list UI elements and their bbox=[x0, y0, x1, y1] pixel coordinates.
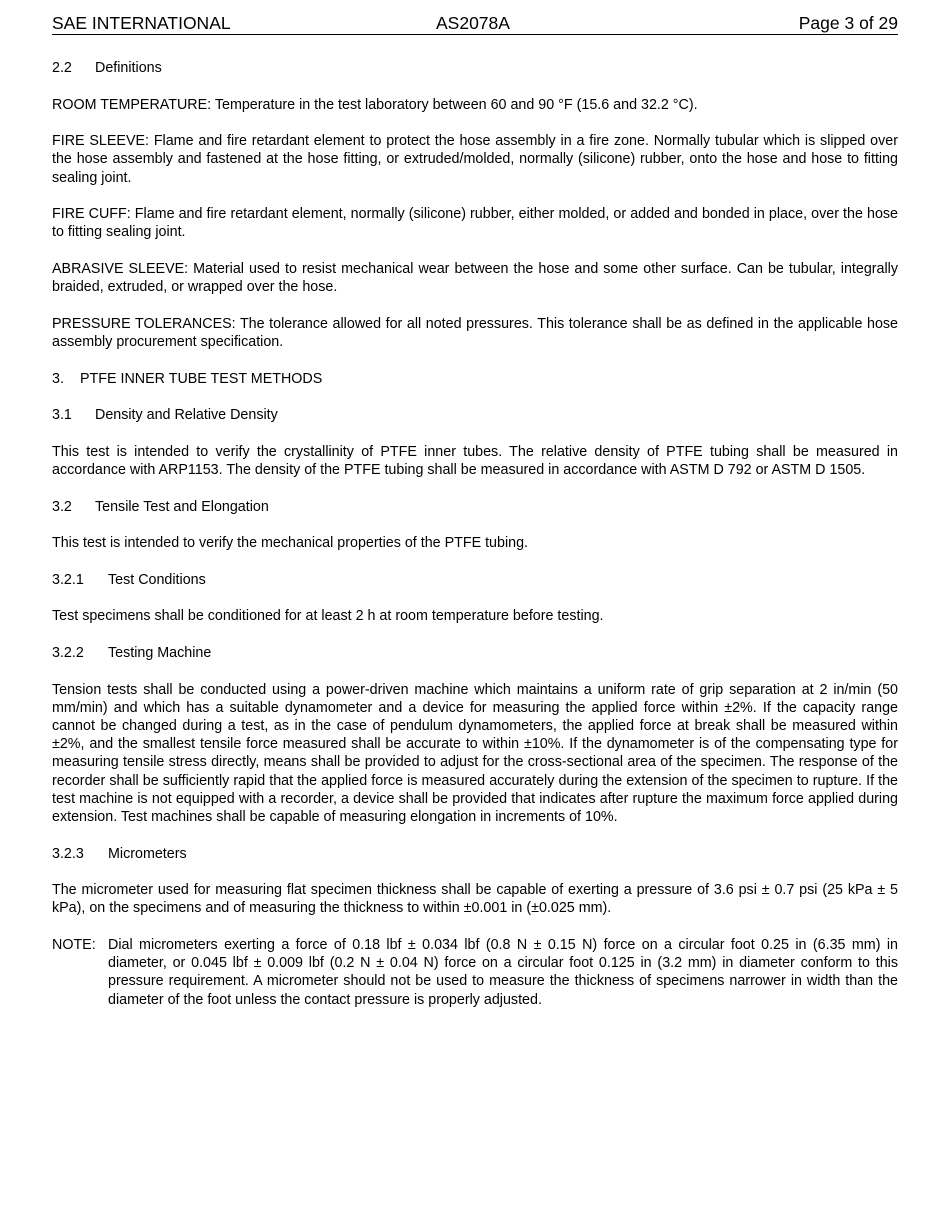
section-3-2-2-text: Tension tests shall be conducted using a power-driven machine which maintains a uniform rate of grip separation at 2 in/min (50 mm/min) and which has a suitable dynamometer and a device for measuring the applied force within ±2%. If the capacity range cannot be changed during a test, as in the case of pendulum dynamometers, the applied force at break shall be measured within ±2%, and the smallest tensile force measured shall be accurate to within ±10%. If the dynamometer is of the compensating type for measuring tensile stress directly, means shall be provided to adjust for the cross-sectional area of the specimen. The response of the recorder shall be sufficiently rapid that the applied force is measured accurately during the extension of the specimen to rupture. If the test machine is not equipped with a recorder, a device shall be provided that indicates after rupture the maximum force applied during extension. Test machines shall be capable of measuring elongation in increments of 10%. bbox=[52, 681, 898, 825]
section-3-1-text: This test is intended to verify the crystallinity of PTFE inner tubes. The relative density of PTFE tubing shall be measured in accordance with ARP1153. The density of the PTFE tubing shall be measured in accordance with ASTM D 792 or ASTM D 1505. bbox=[52, 443, 898, 478]
section-3-2-3-text: The micrometer used for measuring flat specimen thickness shall be capable of exerting a pressure of 3.6 psi ± 0.7 psi (25 kPa ± 5 kPa), on the specimens and of measuring the thickness to within ±0.001 in (±0.025 mm). bbox=[52, 882, 898, 917]
note-label: NOTE: bbox=[52, 936, 96, 953]
definition-room-temperature: ROOM TEMPERATURE: Temperature in the test laboratory between 60 and 90 °F (15.6 and 32.2 °C). bbox=[52, 96, 698, 113]
section-heading-3-2-1: 3.2.1 Test Conditions bbox=[52, 571, 206, 588]
note-text: Dial micrometers exerting a force of 0.18 lbf ± 0.034 lbf (0.8 N ± 0.15 N) force on a circular foot 0.25 in (6.35 mm) in diameter, or 0.045 lbf ± 0.009 lbf (0.2 N ± 0.04 N) force on a circular foot 0.125 in (3.2 mm) in diameter conform to this pressure requirement. A micrometer should not be used to measure the thickness of specimens narrower in width than the diameter of the foot unless the contact pressure is properly adjusted. bbox=[108, 936, 898, 1008]
definition-fire-cuff: FIRE CUFF: Flame and fire retardant element, normally (silicone) rubber, either molded, or added and bonded in place, over the hose to fitting sealing joint. bbox=[52, 206, 898, 241]
section-3-2-1-text: Test specimens shall be conditioned for at least 2 h at room temperature before testing. bbox=[52, 608, 604, 625]
section-heading-2-2: 2.2 Definitions bbox=[52, 60, 162, 76]
section-heading-3-2: 3.2 Tensile Test and Elongation bbox=[52, 498, 269, 515]
section-heading-3-2-2: 3.2.2 Testing Machine bbox=[52, 644, 212, 661]
definition-fire-sleeve: FIRE SLEEVE: Flame and fire retardant element to protect the hose assembly in a fire zone. Normally tubular which is slipped over the hose assembly and fastened at the hose fitting, or extruded/molded, normally (silicone) rubber, onto the hose and hose to fitting sealing joint. bbox=[52, 133, 898, 186]
section-3-2-text: This test is intended to verify the mechanical properties of the PTFE tubing. bbox=[52, 535, 529, 552]
definition-abrasive-sleeve: ABRASIVE SLEEVE: Material used to resist mechanical wear between the hose and some other surface. Can be tubular, integrally braided, extruded, or wrapped over the hose. bbox=[52, 260, 898, 296]
page-header bbox=[52, 12, 898, 35]
header-page-number: Page 3 of 29 bbox=[798, 13, 898, 33]
header-org: SAE INTERNATIONAL bbox=[52, 13, 231, 33]
note-block bbox=[52, 936, 898, 1009]
document-page bbox=[52, 12, 898, 1009]
header-doc-number: AS2078A bbox=[436, 13, 510, 33]
section-heading-3: 3. PTFE INNER TUBE TEST METHODS bbox=[52, 370, 323, 387]
section-heading-3-2-3: 3.2.3 Micrometers bbox=[52, 845, 187, 862]
section-heading-3-1: 3.1 Density and Relative Density bbox=[52, 407, 278, 424]
definition-pressure-tolerances: PRESSURE TOLERANCES: The tolerance allowed for all noted pressures. This tolerance shall be as defined in the applicable hose assembly procurement specification. bbox=[52, 315, 898, 350]
document-body bbox=[52, 59, 898, 1009]
